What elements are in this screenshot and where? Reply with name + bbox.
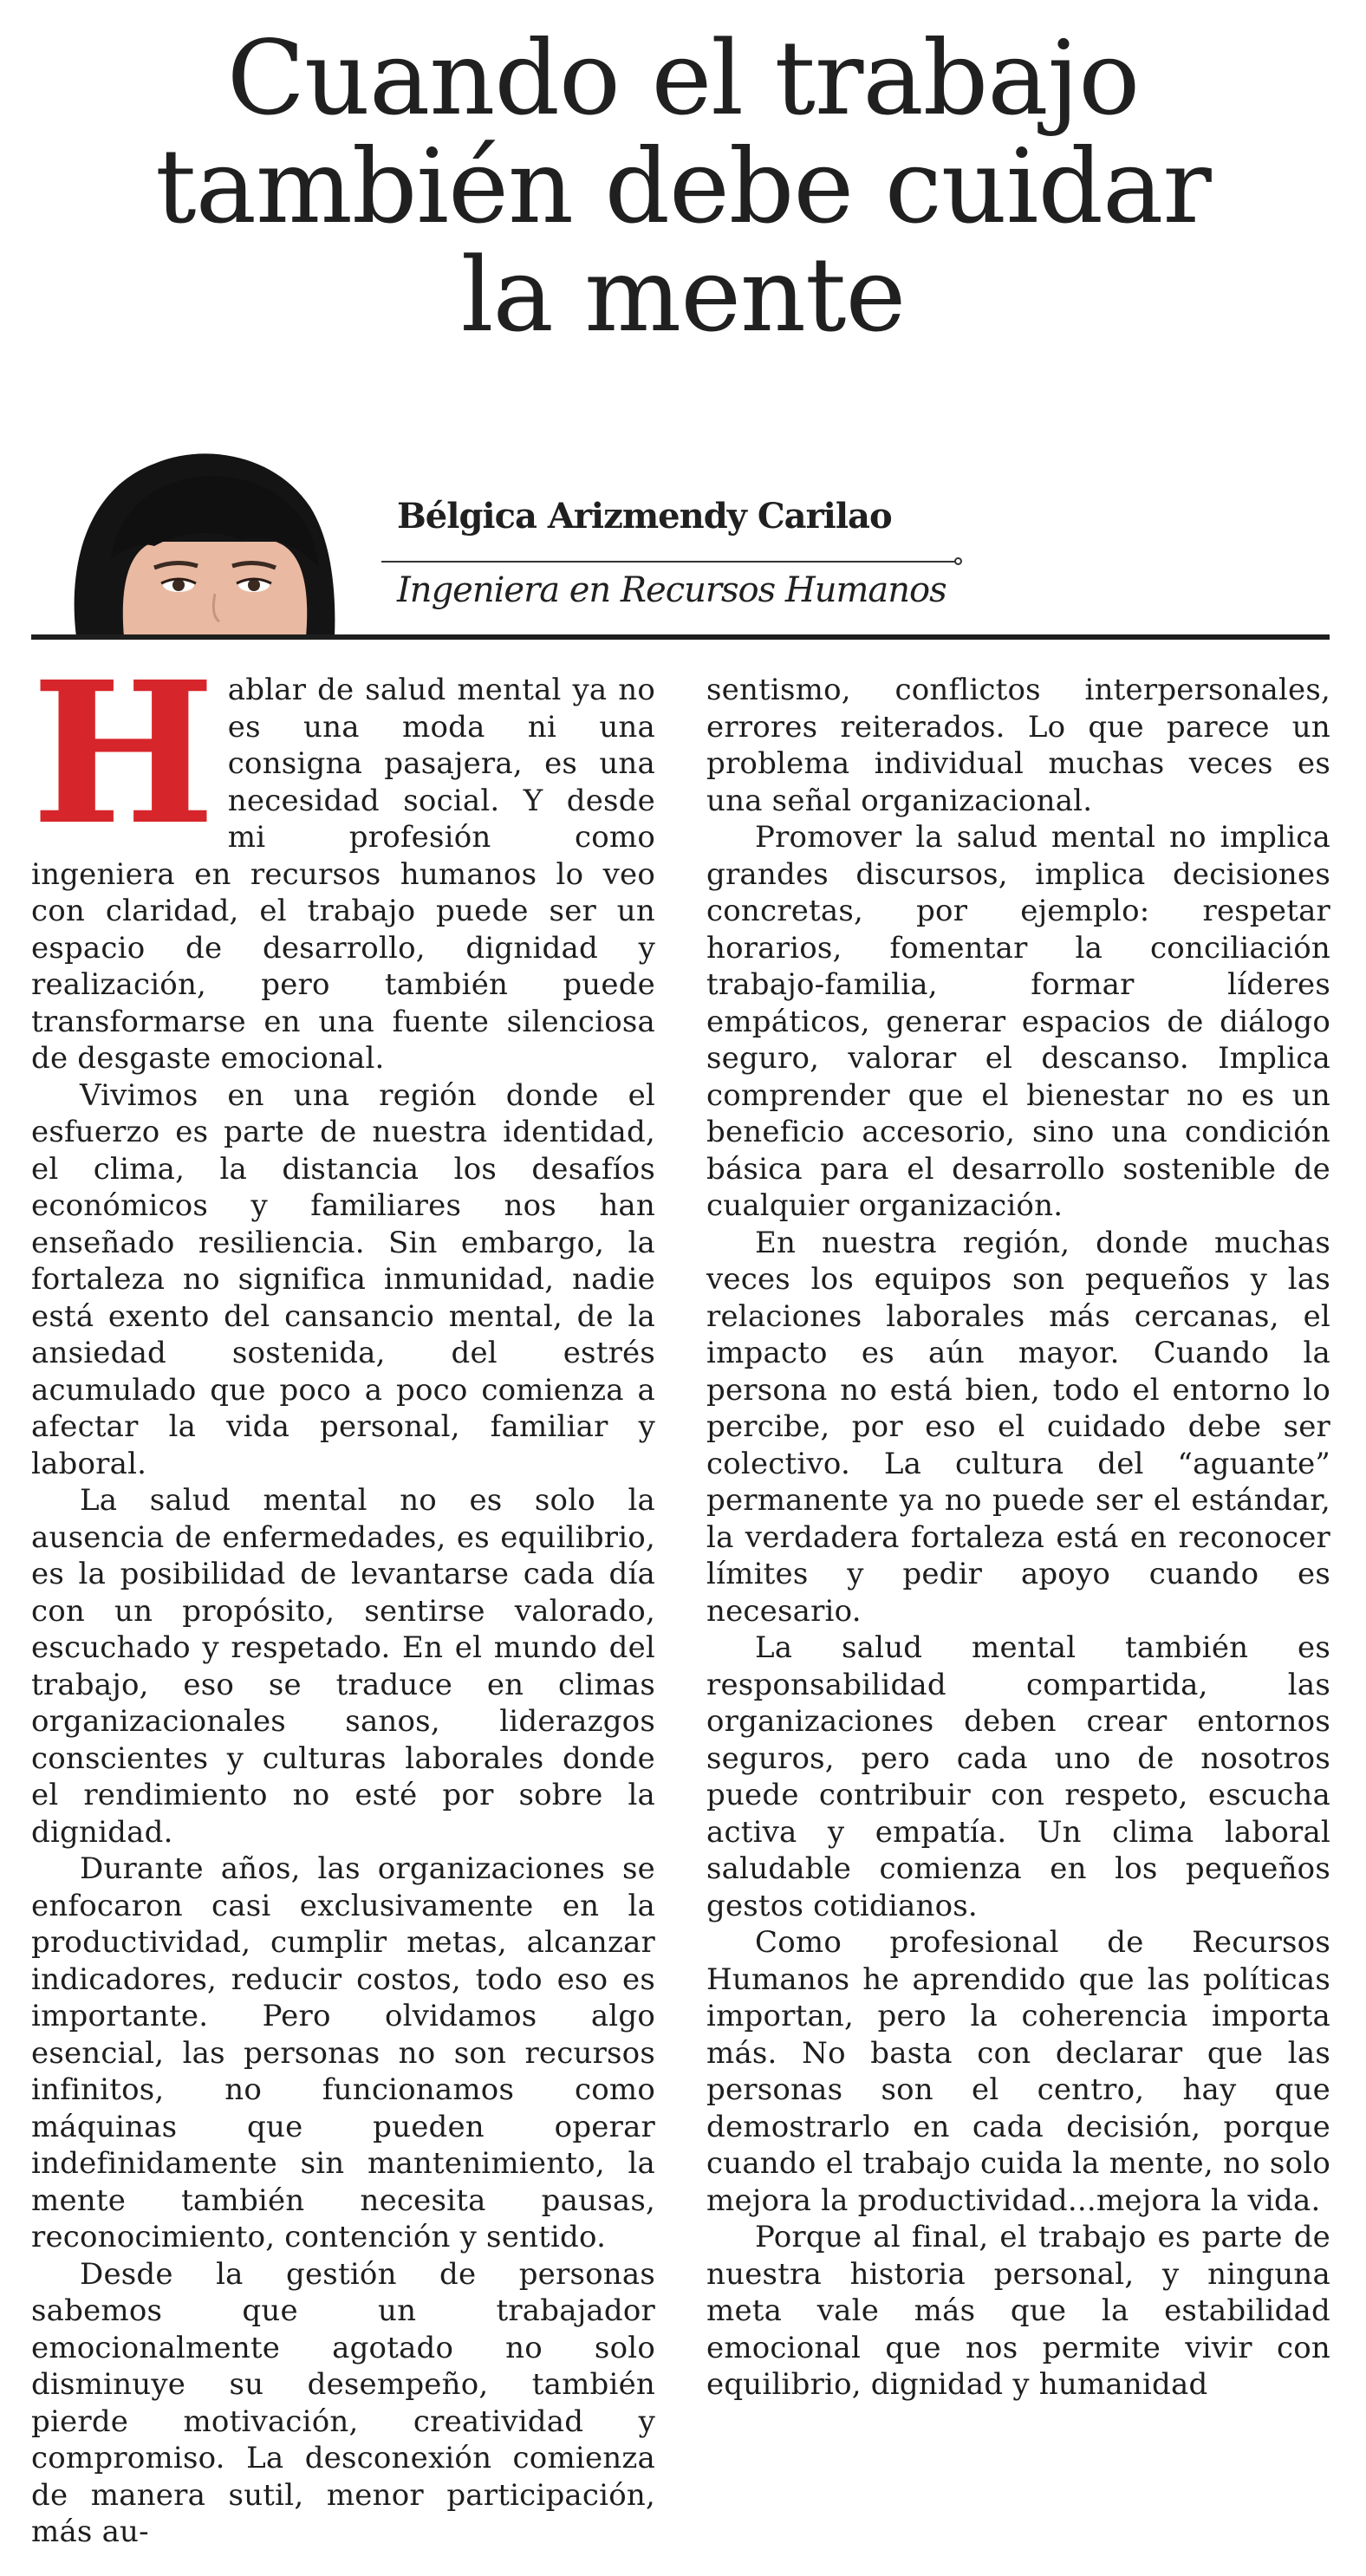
author-role: Ingeniera en Recursos Humanos (397, 570, 946, 610)
paragraph: La salud mental también es responsabilidad compartida, las organizaciones deben crear entornos seguros, pero cada uno de nosotros puede contribuir con respeto, escucha activa y empatía. Un clima laboral saludable comienza en los pequeños gestos cotidianos. (706, 1630, 1330, 1923)
paragraph: En nuestra región, donde muchas veces los equipos son pequeños y las relaciones laborales más cercanas, el impacto es aún mayor. Cuando la persona no está bien, todo el entorno lo percibe, por eso el cuidado debe ser colectivo. La cultura del “aguante” permanente ya no puede ser el estándar, la verdadera fortaleza está en reconocer límites y pedir apoyo cuando es necesario. (706, 1225, 1330, 1629)
headline-line-2: también debe cuidar (155, 127, 1211, 246)
paragraph: Promover la salud mental no implica grandes discursos, implica decisiones concretas, por ejemplo: respetar horarios, fomentar la conciliación trabajo-familia, formar líderes empáticos, generar espacios de diálogo seguro, valorar el descanso. Implica comprender que el bienestar no es un beneficio accesorio, sino una condición básica para el desarrollo sostenible de cualquier organización. (706, 820, 1330, 1223)
section-rule (31, 634, 1330, 640)
paragraph: La salud mental no es solo la ausencia de enfermedades, es equilibrio, es la posibilidad de levantarse cada día con un propósito, sentirse valorado, escuchado y respetado. En el mundo del trabajo, eso se traduce en climas organizacionales sanos, liderazgos conscientes y culturas laborales donde el rendimiento no esté por sobre la dignidad. (31, 1483, 655, 1850)
dropcap: H (31, 640, 216, 868)
paragraph (31, 640, 655, 1077)
paragraph: Durante años, las organizaciones se enfocaron casi exclusivamente en la productividad, cumplir metas, alcanzar indicadores, reducir costos, todo eso es importante. Pero olvidamos algo esencial, las personas no son recursos infinitos, no funcionamos como máquinas que pueden operar indefinidamente sin mantenimiento, la mente también necesita pausas, reconocimiento, contención y sentido. (31, 1851, 655, 2254)
author-photo (59, 438, 354, 637)
byline-divider (381, 561, 958, 563)
paragraph: Porque al final, el trabajo es parte de nuestra historia personal, y ninguna meta vale más que la estabilidad emocional que nos permite vivir con equilibrio, dignidad y humanidad (706, 2220, 1330, 2402)
headline-line-1: Cuando el trabajo (226, 18, 1140, 138)
headline (35, 18, 1331, 355)
article-column-right (706, 672, 1330, 2404)
author-name: Bélgica Arizmendy Carilao (397, 496, 892, 537)
paragraph-text: ablar de salud mental ya no es una moda ni una consigna pasajera, es una necesidad social. Y desde mi profesión como ingeniera en recursos humanos lo veo con claridad, el trabajo puede ser un espacio de desarrollo, dignidad y realización, pero también puede transformarse en una fuente silenciosa de desgaste emocional. (31, 673, 655, 1076)
paragraph: Como profesional de Recursos Humanos he aprendido que las políticas importan, pero la coherencia importa más. No basta con declarar que las personas son el centro, hay que demostrarlo en cada decisión, porque cuando el trabajo cuida la mente, no solo mejora la productividad...mejora la vida. (706, 1925, 1330, 2218)
paragraph: sentismo, conflictos interpersonales, errores reiterados. Lo que parece un problema individual muchas veces es una señal organizacional. (706, 673, 1330, 818)
paragraph: Desde la gestión de personas sabemos que un trabajador emocionalmente agotado no solo disminuye su desempeño, también pierde motivación, creatividad y compromiso. La desconexión comienza de manera sutil, menor participación, más au- (31, 2256, 655, 2549)
headline-line-3: la mente (460, 235, 906, 355)
paragraph: Vivimos en una región donde el esfuerzo es parte de nuestra identidad, el clima, la distancia los desafíos económicos y familiares nos han enseñado resiliencia. Sin embargo, la fortaleza no significa inmunidad, nadie está exento del cansancio mental, de la ansiedad sostenida, del estrés acumulado que poco a poco comienza a afectar la vida personal, familiar y laboral. (31, 1077, 655, 1481)
byline-divider-dot (954, 557, 962, 565)
article-column-left (31, 640, 655, 2551)
